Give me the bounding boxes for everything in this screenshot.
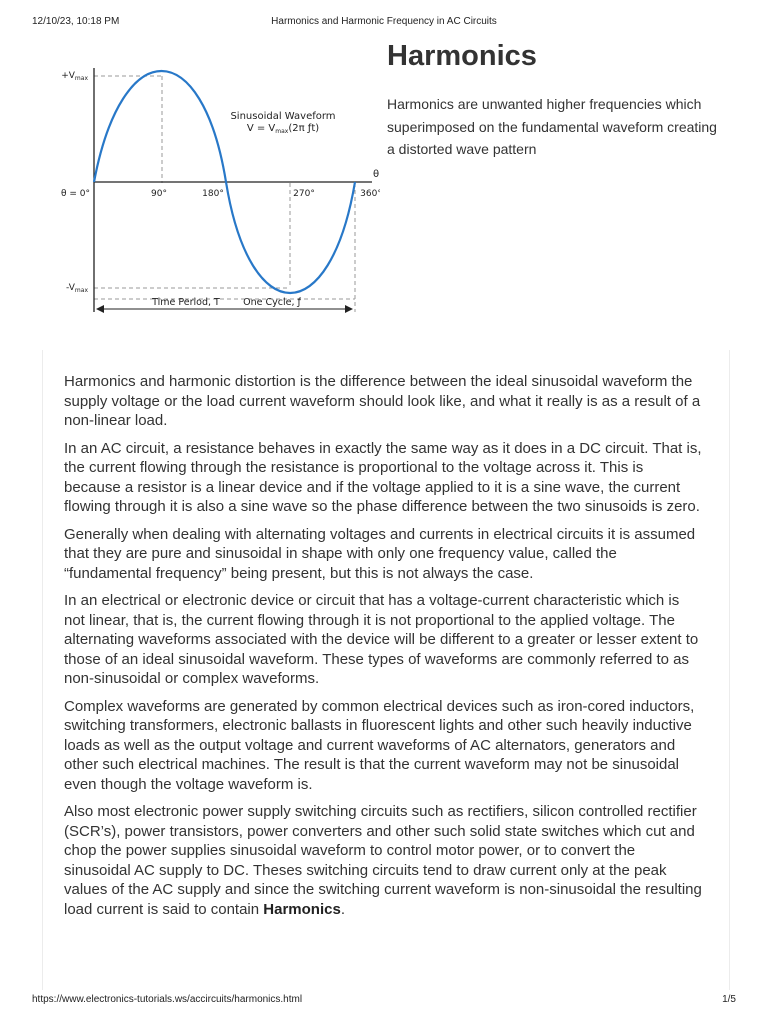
tick-360-label: 360°	[360, 189, 380, 199]
paragraph-end: .	[340, 900, 345, 918]
paragraph-last	[64, 802, 704, 919]
waveform-title: Sinusoidal Waveform	[230, 111, 336, 122]
paragraph: Harmonics and harmonic distortion is the difference between the ideal sinusoidal waveform the supply voltage or the load current waveform should look like, and what it really is as a result of a non-linear load.	[64, 373, 701, 429]
paragraph: In an AC circuit, a resistance behaves in exactly the same way as it does in a DC circuit. That is, the current flowing through the resistance is proportional to the voltage across it. This is because a resistor is a linear device and if the voltage applied to it is a sine wave, the current flowing through it is also a sine wave so the phase difference between the two sinusoids is zero.	[64, 439, 702, 515]
paragraph-text: Also most electronic power supply switching circuits such as rectifiers, silicon controlled rectifier (SCR’s), power transistors, power converters and other such solid state switches which cut and chop the power supplies sinusoidal waveform to control motor power, or to convert the sinusoidal AC supply to DC. Theses switching circuits tend to draw current only at the peak values of the AC supply and since the switching current waveform is non-sinusoidal the resulting load current is said to contain	[64, 803, 702, 918]
one-cycle-label: One Cycle, ƒ	[243, 297, 301, 308]
vmin-label: $-V_{max}$	[66, 283, 88, 294]
page-heading: Harmonics	[387, 40, 537, 72]
waveform-formula: $V = V_{max}(2\pi$ ƒt)	[246, 123, 320, 135]
origin-label: θ = 0°	[61, 189, 90, 199]
paragraph: Generally when dealing with alternating voltages and currents in electrical circuits it is assumed that they are pure and sinusoidal in shape with only one frequency value, called the “fundamental frequency” being present, but this is not always the case.	[64, 525, 696, 582]
tick-90-label: 90°	[151, 189, 167, 199]
print-url: https://www.electronics-tutorials.ws/accircuits/harmonics.html	[32, 994, 303, 1005]
page-number: 1/5	[722, 994, 736, 1005]
paragraph: In an electrical or electronic device or circuit that has a voltage-current characteristic which is not linear, that is, the current flowing through it is not proportional to the applied voltage. The alternating waveforms associated with the device will be different to a greater or lesser extent to those of an ideal sinusoidal waveform. These types of waveforms are commonly referred to as non-sinusoidal or complex waveforms.	[64, 592, 699, 687]
sinusoidal-waveform-figure	[50, 58, 380, 318]
theta-axis-label: θ	[372, 169, 380, 180]
article-body	[64, 372, 704, 927]
time-period-label: Time Period, T	[152, 297, 220, 308]
tick-180-label: 180°	[202, 189, 224, 199]
intro-text: Harmonics are unwanted higher frequencies which superimposed on the fundamental waveform creating a distorted wave pattern	[387, 96, 717, 157]
print-datetime: 12/10/23, 10:18 PM	[32, 16, 120, 27]
print-page-title: Harmonics and Harmonic Frequency in AC Circuits	[271, 16, 497, 27]
harmonics-bold-term: Harmonics	[263, 900, 341, 918]
tick-270-label: 270°	[293, 189, 315, 199]
vmax-label: $+V_{max}$	[61, 71, 88, 82]
paragraph: Complex waveforms are generated by common electrical devices such as iron-cored inductors, switching transformers, electronic ballasts in fluorescent lights and other such heavily inductive loads as well as the output voltage and current waveforms of AC alternators, generators and other such electrical machines. The result is that the current waveform may not be sinusoidal even though the voltage waveform is.	[64, 697, 695, 793]
